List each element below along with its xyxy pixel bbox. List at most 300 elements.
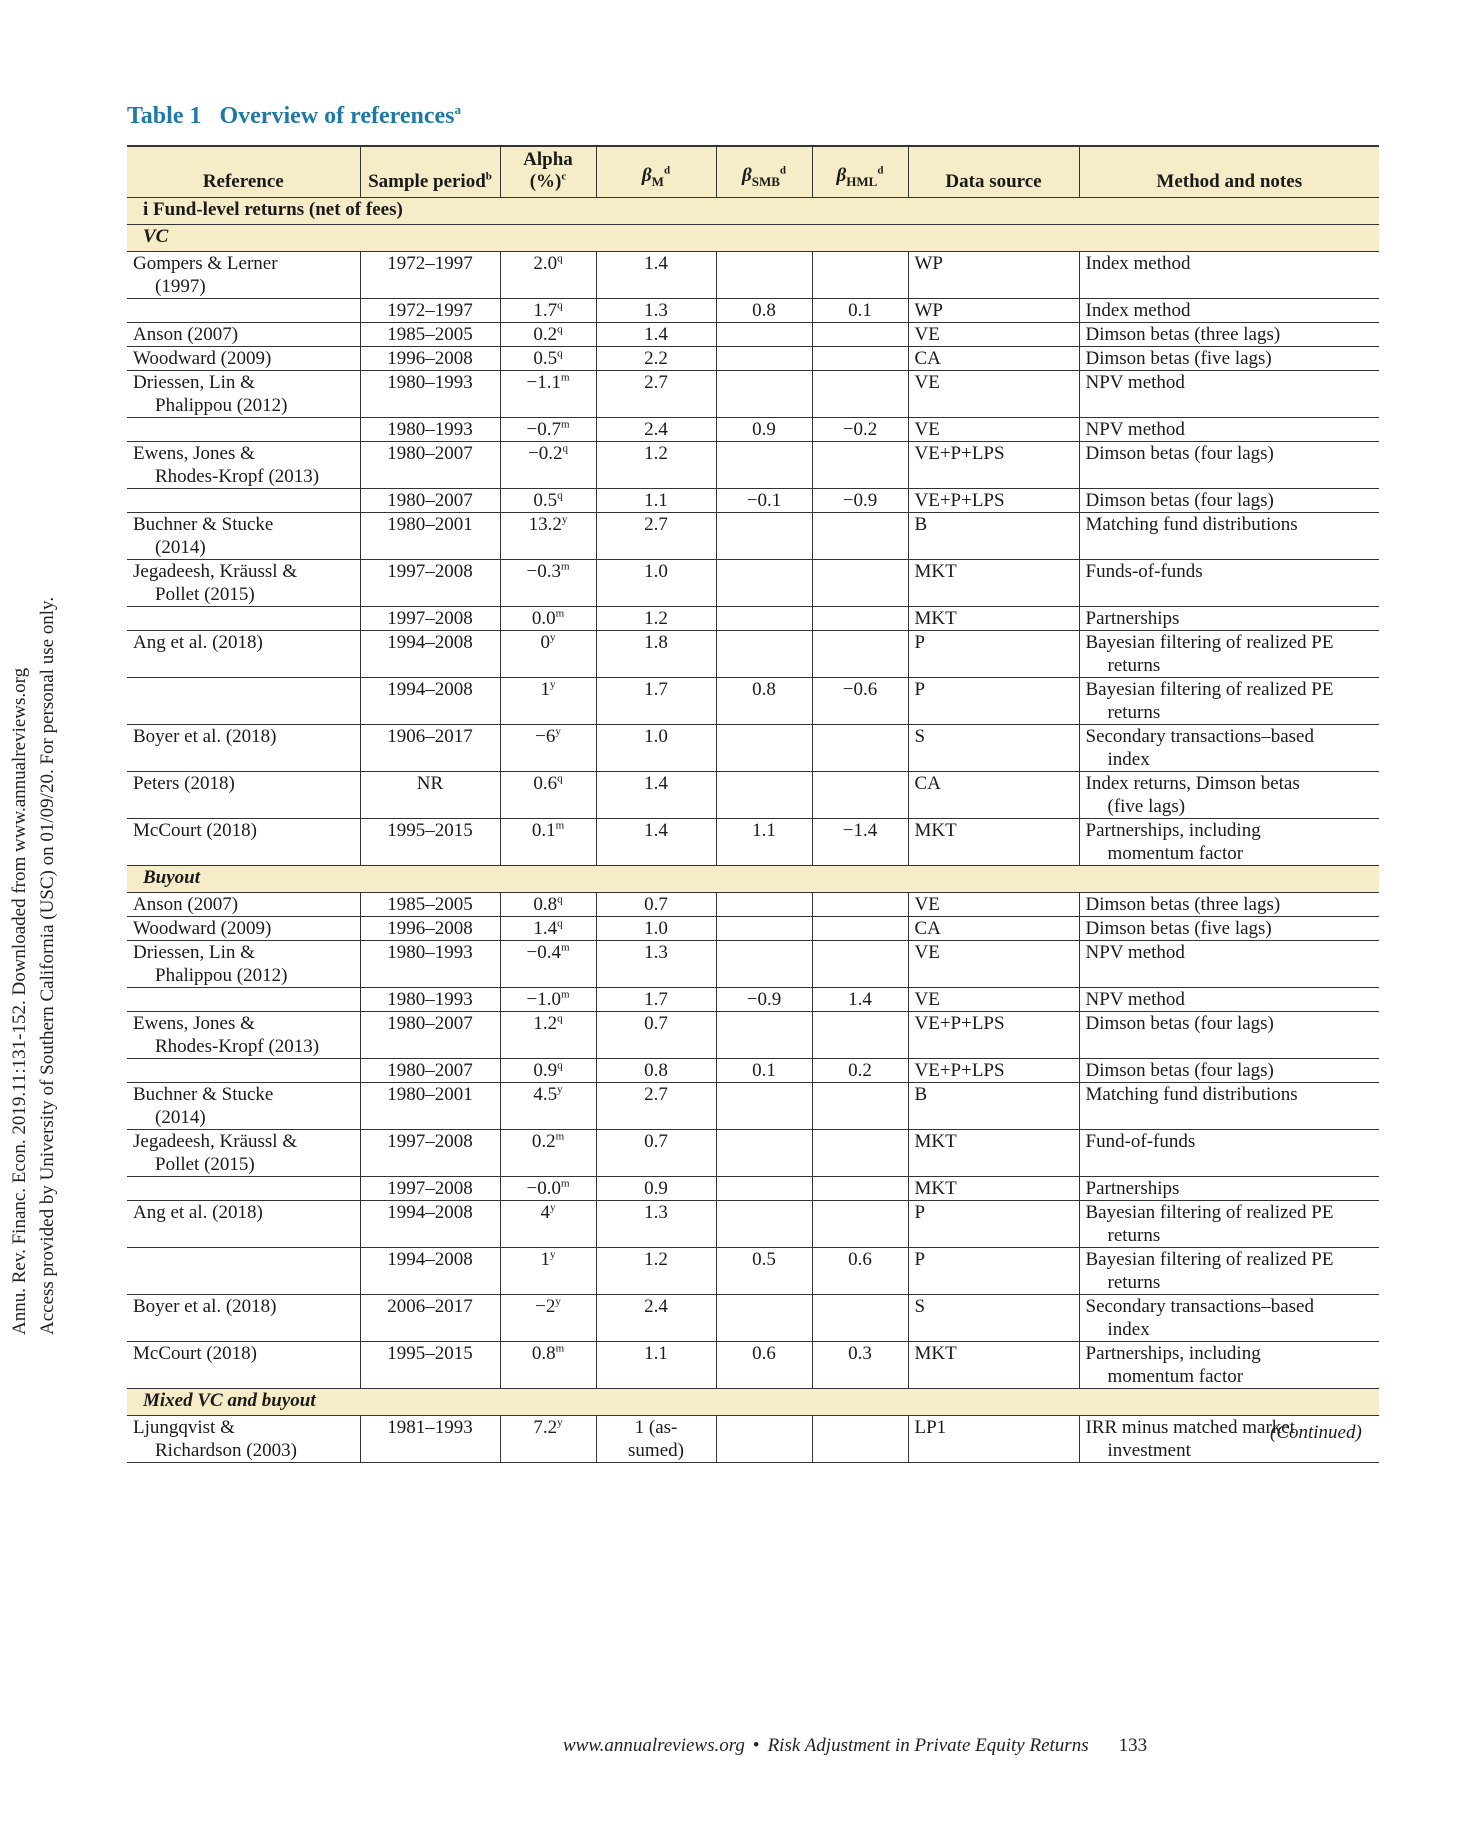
table-row	[127, 442, 1379, 489]
cell-method-notes: Partnerships, including momentum factor	[1079, 819, 1379, 866]
cell-beta-m: 1.8	[596, 631, 716, 678]
cell-sample-period: NR	[360, 772, 500, 819]
cell-alpha: $-0.0^m$	[500, 1177, 596, 1201]
table-row	[127, 819, 1379, 866]
footer-title: Risk Adjustment in Private Equity Returns	[767, 1735, 1089, 1756]
cell-beta-smb: 0.8	[716, 678, 812, 725]
cell-beta-m: 1.4	[596, 819, 716, 866]
cell-sample-period: 1997–2008	[360, 1130, 500, 1177]
table-row	[127, 1130, 1379, 1177]
cell-method-notes: Dimson betas (three lags)	[1079, 893, 1379, 917]
cell-method-notes: Partnerships, including momentum factor	[1079, 1342, 1379, 1389]
cell-method-notes: IRR minus matched market investment	[1079, 1416, 1379, 1463]
table-row	[127, 917, 1379, 941]
cell-data-source: MKT	[908, 1342, 1079, 1389]
cell-data-source: VE+P+LPS	[908, 442, 1079, 489]
cell-beta-smb: −0.1	[716, 489, 812, 513]
table-row	[127, 678, 1379, 725]
reference-name: Anson (2007)	[133, 324, 239, 345]
table-title-footnote: a	[454, 102, 461, 117]
cell-beta-smb	[716, 347, 812, 371]
cell-beta-smb	[716, 1416, 812, 1463]
cell-alpha: $-1.0^m$	[500, 988, 596, 1012]
cell-beta-smb: −0.9	[716, 988, 812, 1012]
header-data-source: Data source	[908, 146, 1079, 198]
cell-data-source: VE	[908, 893, 1079, 917]
cell-alpha: 0$^y$	[500, 631, 596, 678]
cell-beta-hml	[812, 371, 908, 418]
reference-name-cont: Rhodes-Kropf (2013)	[155, 466, 320, 487]
cell-sample-period: 1997–2008	[360, 1177, 500, 1201]
table-row	[127, 1416, 1379, 1463]
cell-alpha: 0.9$^q$	[500, 1059, 596, 1083]
reference-name-cont: Richardson (2003)	[155, 1440, 297, 1461]
reference-name-cont: Pollet (2015)	[155, 1154, 255, 1175]
cell-beta-hml: 0.1	[812, 299, 908, 323]
cell-beta-smb	[716, 1177, 812, 1201]
cell-method-notes: Secondary transactions–based index	[1079, 1295, 1379, 1342]
table-row	[127, 1295, 1379, 1342]
cell-reference	[127, 1416, 360, 1463]
cell-data-source: WP	[908, 299, 1079, 323]
table-row	[127, 772, 1379, 819]
table-row	[127, 1083, 1379, 1130]
table-row	[127, 607, 1379, 631]
cell-reference	[127, 893, 360, 917]
table-row	[127, 513, 1379, 560]
cell-sample-period: 1980–1993	[360, 371, 500, 418]
cell-sample-period: 1997–2008	[360, 560, 500, 607]
cell-beta-smb: 0.1	[716, 1059, 812, 1083]
table-row	[127, 347, 1379, 371]
cell-beta-m: 2.7	[596, 1083, 716, 1130]
cell-beta-m: 1.2	[596, 1248, 716, 1295]
cell-sample-period: 1980–1993	[360, 941, 500, 988]
subsection-row-vc: VC	[127, 225, 1379, 252]
cell-sample-period: 1981–1993	[360, 1416, 500, 1463]
cell-reference	[127, 678, 360, 725]
cell-method-notes: Matching fund distributions	[1079, 513, 1379, 560]
cell-beta-m: 1 (as- sumed)	[596, 1416, 716, 1463]
cell-sample-period: 2006–2017	[360, 1295, 500, 1342]
cell-beta-m: 2.7	[596, 371, 716, 418]
cell-alpha: 4.5$^y$	[500, 1083, 596, 1130]
cell-beta-smb	[716, 323, 812, 347]
reference-name: Boyer et al. (2018)	[133, 1296, 277, 1317]
header-beta-smb: $\beta_{SMB}^d$	[716, 146, 812, 198]
cell-beta-smb	[716, 1012, 812, 1059]
cell-method-notes: NPV method	[1079, 988, 1379, 1012]
table-row	[127, 1248, 1379, 1295]
cell-sample-period: 1994–2008	[360, 1201, 500, 1248]
table-title	[127, 103, 461, 130]
cell-alpha: 0.5$^q$	[500, 347, 596, 371]
cell-beta-m: 1.0	[596, 917, 716, 941]
table-title-text: Overview of references	[219, 103, 455, 129]
reference-name-cont: (2014)	[155, 537, 206, 558]
cell-data-source: CA	[908, 772, 1079, 819]
cell-method-notes: NPV method	[1079, 941, 1379, 988]
cell-reference	[127, 819, 360, 866]
reference-name: Driessen, Lin &	[133, 372, 255, 393]
cell-beta-hml	[812, 607, 908, 631]
cell-reference	[127, 560, 360, 607]
cell-beta-m: 1.7	[596, 988, 716, 1012]
cell-alpha: $-1.1^m$	[500, 371, 596, 418]
cell-beta-hml	[812, 917, 908, 941]
reference-name-cont: Rhodes-Kropf (2013)	[155, 1036, 320, 1057]
cell-beta-smb	[716, 1201, 812, 1248]
subsection-row-buyout: Buyout	[127, 866, 1379, 893]
cell-beta-m: 1.4	[596, 772, 716, 819]
cell-beta-hml	[812, 442, 908, 489]
header-alpha: Alpha (%)$^c$	[500, 146, 596, 198]
cell-beta-hml: 0.6	[812, 1248, 908, 1295]
cell-beta-smb	[716, 252, 812, 299]
cell-alpha: $-0.4^m$	[500, 941, 596, 988]
header-method: Method and notes	[1079, 146, 1379, 198]
cell-beta-hml	[812, 513, 908, 560]
cell-reference	[127, 1295, 360, 1342]
reference-name: Driessen, Lin &	[133, 942, 255, 963]
cell-sample-period: 1980–2001	[360, 513, 500, 560]
cell-method-notes: Bayesian filtering of realized PE returns	[1079, 1248, 1379, 1295]
reference-name-cont: Phalippou (2012)	[155, 965, 288, 986]
table-row	[127, 418, 1379, 442]
cell-beta-hml	[812, 1083, 908, 1130]
cell-data-source: CA	[908, 347, 1079, 371]
cell-reference	[127, 347, 360, 371]
cell-data-source: MKT	[908, 607, 1079, 631]
cell-beta-hml: 0.2	[812, 1059, 908, 1083]
cell-beta-smb	[716, 772, 812, 819]
cell-alpha: 1.4$^q$	[500, 917, 596, 941]
cell-data-source: VE	[908, 323, 1079, 347]
cell-sample-period: 1906–2017	[360, 725, 500, 772]
cell-alpha: $-0.2^q$	[500, 442, 596, 489]
cell-beta-hml: −0.6	[812, 678, 908, 725]
cell-beta-smb: 0.6	[716, 1342, 812, 1389]
cell-reference	[127, 252, 360, 299]
cell-sample-period: 1980–2007	[360, 442, 500, 489]
cell-beta-m: 1.1	[596, 489, 716, 513]
cell-alpha: $-0.3^m$	[500, 560, 596, 607]
cell-beta-smb	[716, 371, 812, 418]
cell-alpha: $-2^y$	[500, 1295, 596, 1342]
cell-alpha: 0.1$^m$	[500, 819, 596, 866]
cell-beta-hml	[812, 1295, 908, 1342]
cell-alpha: 0.2$^q$	[500, 323, 596, 347]
reference-name: Woodward (2009)	[133, 918, 272, 939]
footer-bullet: •	[752, 1735, 760, 1756]
cell-data-source: VE	[908, 988, 1079, 1012]
cell-beta-m: 1.4	[596, 252, 716, 299]
cell-beta-m: 0.9	[596, 1177, 716, 1201]
cell-data-source: VE	[908, 371, 1079, 418]
table-row	[127, 252, 1379, 299]
footer-url: www.annualreviews.org	[563, 1735, 745, 1756]
cell-alpha: 1.2$^q$	[500, 1012, 596, 1059]
cell-beta-m: 1.3	[596, 941, 716, 988]
cell-reference	[127, 917, 360, 941]
cell-reference	[127, 988, 360, 1012]
cell-data-source: B	[908, 1083, 1079, 1130]
cell-beta-smb	[716, 513, 812, 560]
cell-beta-m: 1.3	[596, 1201, 716, 1248]
cell-alpha: 13.2$^y$	[500, 513, 596, 560]
cell-method-notes: Bayesian filtering of realized PE returns	[1079, 678, 1379, 725]
cell-beta-smb: 1.1	[716, 819, 812, 866]
cell-alpha: $-6^y$	[500, 725, 596, 772]
reference-name-cont: (1997)	[155, 276, 206, 297]
cell-sample-period: 1980–2007	[360, 1059, 500, 1083]
table-row	[127, 893, 1379, 917]
cell-reference	[127, 299, 360, 323]
table-row	[127, 1342, 1379, 1389]
cell-method-notes: Bayesian filtering of realized PE returns	[1079, 1201, 1379, 1248]
cell-beta-hml	[812, 1201, 908, 1248]
cell-data-source: VE	[908, 941, 1079, 988]
cell-data-source: B	[908, 513, 1079, 560]
cell-beta-smb: 0.9	[716, 418, 812, 442]
cell-beta-m: 1.7	[596, 678, 716, 725]
cell-sample-period: 1996–2008	[360, 347, 500, 371]
cell-beta-hml	[812, 1177, 908, 1201]
cell-data-source: P	[908, 678, 1079, 725]
cell-beta-hml	[812, 560, 908, 607]
download-notice	[6, 435, 96, 1335]
cell-alpha: 1$^y$	[500, 1248, 596, 1295]
cell-beta-m: 2.4	[596, 418, 716, 442]
cell-beta-hml	[812, 725, 908, 772]
table-row	[127, 1177, 1379, 1201]
reference-name: Boyer et al. (2018)	[133, 726, 277, 747]
cell-sample-period: 1996–2008	[360, 917, 500, 941]
cell-alpha: 0.8$^q$	[500, 893, 596, 917]
table-row	[127, 371, 1379, 418]
cell-method-notes: Index method	[1079, 252, 1379, 299]
cell-beta-smb	[716, 631, 812, 678]
table-row	[127, 988, 1379, 1012]
cell-beta-smb	[716, 607, 812, 631]
reference-name: Gompers & Lerner	[133, 253, 278, 274]
cell-alpha: 0.6$^q$	[500, 772, 596, 819]
reference-name: Ljungqvist &	[133, 1417, 235, 1438]
reference-name: Ewens, Jones &	[133, 443, 255, 464]
cell-beta-smb	[716, 442, 812, 489]
cell-data-source: MKT	[908, 1130, 1079, 1177]
cell-beta-m: 2.7	[596, 513, 716, 560]
cell-sample-period: 1980–2001	[360, 1083, 500, 1130]
table-number: Table 1	[127, 103, 202, 129]
cell-beta-hml: −1.4	[812, 819, 908, 866]
cell-data-source: WP	[908, 252, 1079, 299]
cell-sample-period: 1994–2008	[360, 1248, 500, 1295]
cell-reference	[127, 1342, 360, 1389]
cell-method-notes: NPV method	[1079, 371, 1379, 418]
table-row	[127, 941, 1379, 988]
header-beta-m: $\beta_M^d$	[596, 146, 716, 198]
continued-note: (Continued)	[1270, 1422, 1362, 1443]
reference-name-cont: Pollet (2015)	[155, 584, 255, 605]
cell-alpha: 0.8$^m$	[500, 1342, 596, 1389]
cell-method-notes: Index returns, Dimson betas (five lags)	[1079, 772, 1379, 819]
cell-method-notes: Bayesian filtering of realized PE returns	[1079, 631, 1379, 678]
cell-alpha: 0.5$^q$	[500, 489, 596, 513]
page-number: 133	[1118, 1735, 1148, 1756]
cell-beta-smb	[716, 941, 812, 988]
cell-data-source: MKT	[908, 819, 1079, 866]
cell-method-notes: NPV method	[1079, 418, 1379, 442]
cell-reference	[127, 1201, 360, 1248]
table-row	[127, 1059, 1379, 1083]
cell-alpha: 1.7$^q$	[500, 299, 596, 323]
section-row-fund-level: i Fund-level returns (net of fees)	[127, 198, 1379, 225]
reference-name: Buchner & Stucke	[133, 1084, 274, 1105]
reference-name: Jegadeesh, Kräussl &	[133, 561, 298, 582]
cell-data-source: P	[908, 1248, 1079, 1295]
cell-reference	[127, 725, 360, 772]
cell-method-notes: Dimson betas (four lags)	[1079, 442, 1379, 489]
cell-beta-m: 1.1	[596, 1342, 716, 1389]
cell-beta-hml	[812, 941, 908, 988]
cell-sample-period: 1995–2015	[360, 819, 500, 866]
cell-alpha: 0.0$^m$	[500, 607, 596, 631]
cell-method-notes: Matching fund distributions	[1079, 1083, 1379, 1130]
cell-beta-smb	[716, 1083, 812, 1130]
cell-beta-smb	[716, 1295, 812, 1342]
cell-method-notes: Dimson betas (four lags)	[1079, 489, 1379, 513]
cell-reference	[127, 631, 360, 678]
cell-beta-m: 1.2	[596, 607, 716, 631]
cell-beta-smb	[716, 917, 812, 941]
download-notice-line2: Access provided by University of Southern California (USC) on 01/09/20. For personal use only.	[37, 596, 58, 1335]
cell-reference	[127, 489, 360, 513]
cell-method-notes: Secondary transactions–based index	[1079, 725, 1379, 772]
cell-data-source: P	[908, 1201, 1079, 1248]
cell-beta-m: 2.4	[596, 1295, 716, 1342]
cell-data-source: MKT	[908, 1177, 1079, 1201]
cell-beta-m: 1.3	[596, 299, 716, 323]
cell-beta-smb	[716, 893, 812, 917]
cell-beta-m: 1.2	[596, 442, 716, 489]
reference-name: Ewens, Jones &	[133, 1013, 255, 1034]
cell-beta-smb	[716, 1130, 812, 1177]
reference-name: Woodward (2009)	[133, 348, 272, 369]
cell-method-notes: Dimson betas (five lags)	[1079, 347, 1379, 371]
cell-alpha: $-0.7^m$	[500, 418, 596, 442]
cell-beta-hml	[812, 252, 908, 299]
header-beta-hml: $\beta_{HML}^d$	[812, 146, 908, 198]
reference-name: Ang et al. (2018)	[133, 632, 263, 653]
cell-beta-smb: 0.8	[716, 299, 812, 323]
cell-beta-hml: −0.2	[812, 418, 908, 442]
cell-sample-period: 1980–2007	[360, 1012, 500, 1059]
cell-method-notes: Dimson betas (five lags)	[1079, 917, 1379, 941]
table-row	[127, 631, 1379, 678]
cell-beta-hml	[812, 323, 908, 347]
reference-name-cont: Phalippou (2012)	[155, 395, 288, 416]
cell-beta-m: 0.7	[596, 1130, 716, 1177]
cell-sample-period: 1980–1993	[360, 418, 500, 442]
cell-reference	[127, 1059, 360, 1083]
table-row	[127, 560, 1379, 607]
cell-beta-smb	[716, 725, 812, 772]
reference-name-cont: (2014)	[155, 1107, 206, 1128]
header-reference: Reference	[127, 146, 360, 198]
cell-beta-hml	[812, 347, 908, 371]
cell-alpha: 0.2$^m$	[500, 1130, 596, 1177]
cell-data-source: P	[908, 631, 1079, 678]
cell-method-notes: Index method	[1079, 299, 1379, 323]
cell-reference	[127, 607, 360, 631]
cell-method-notes: Fund-of-funds	[1079, 1130, 1379, 1177]
cell-sample-period: 1994–2008	[360, 678, 500, 725]
cell-sample-period: 1995–2015	[360, 1342, 500, 1389]
table-row	[127, 489, 1379, 513]
subsection-row-mixed: Mixed VC and buyout	[127, 1389, 1379, 1416]
cell-method-notes: Dimson betas (three lags)	[1079, 323, 1379, 347]
cell-beta-hml	[812, 1012, 908, 1059]
table-row	[127, 299, 1379, 323]
cell-reference	[127, 371, 360, 418]
cell-beta-m: 0.7	[596, 893, 716, 917]
reference-name: Anson (2007)	[133, 894, 239, 915]
cell-alpha: 7.2$^y$	[500, 1416, 596, 1463]
cell-method-notes: Dimson betas (four lags)	[1079, 1059, 1379, 1083]
cell-method-notes: Funds-of-funds	[1079, 560, 1379, 607]
cell-reference	[127, 442, 360, 489]
cell-beta-hml	[812, 1130, 908, 1177]
cell-data-source: VE+P+LPS	[908, 489, 1079, 513]
cell-alpha: 4$^y$	[500, 1201, 596, 1248]
cell-beta-hml	[812, 893, 908, 917]
cell-data-source: MKT	[908, 560, 1079, 607]
reference-name: Peters (2018)	[133, 773, 235, 794]
cell-sample-period: 1980–2007	[360, 489, 500, 513]
cell-reference	[127, 418, 360, 442]
table-header-row	[127, 146, 1379, 198]
download-notice-line1: Annu. Rev. Financ. Econ. 2019.11:131-152. Downloaded from www.annualreviews.org	[9, 667, 30, 1335]
cell-beta-hml	[812, 631, 908, 678]
cell-beta-hml	[812, 772, 908, 819]
reference-name: Buchner & Stucke	[133, 514, 274, 535]
cell-alpha: 2.0$^q$	[500, 252, 596, 299]
cell-beta-hml: 0.3	[812, 1342, 908, 1389]
cell-sample-period: 1972–1997	[360, 252, 500, 299]
cell-beta-m: 0.8	[596, 1059, 716, 1083]
cell-data-source: VE	[908, 418, 1079, 442]
cell-reference	[127, 1130, 360, 1177]
cell-data-source: LP1	[908, 1416, 1079, 1463]
cell-data-source: S	[908, 1295, 1079, 1342]
cell-beta-m: 2.2	[596, 347, 716, 371]
cell-sample-period: 1985–2005	[360, 893, 500, 917]
table-row	[127, 1201, 1379, 1248]
cell-alpha: 1$^y$	[500, 678, 596, 725]
cell-beta-m: 1.0	[596, 725, 716, 772]
cell-method-notes: Partnerships	[1079, 1177, 1379, 1201]
cell-sample-period: 1980–1993	[360, 988, 500, 1012]
cell-sample-period: 1994–2008	[360, 631, 500, 678]
cell-beta-m: 1.0	[596, 560, 716, 607]
cell-data-source: VE+P+LPS	[908, 1012, 1079, 1059]
cell-method-notes: Dimson betas (four lags)	[1079, 1012, 1379, 1059]
cell-beta-m: 0.7	[596, 1012, 716, 1059]
cell-sample-period: 1985–2005	[360, 323, 500, 347]
cell-beta-hml: 1.4	[812, 988, 908, 1012]
cell-reference	[127, 1248, 360, 1295]
